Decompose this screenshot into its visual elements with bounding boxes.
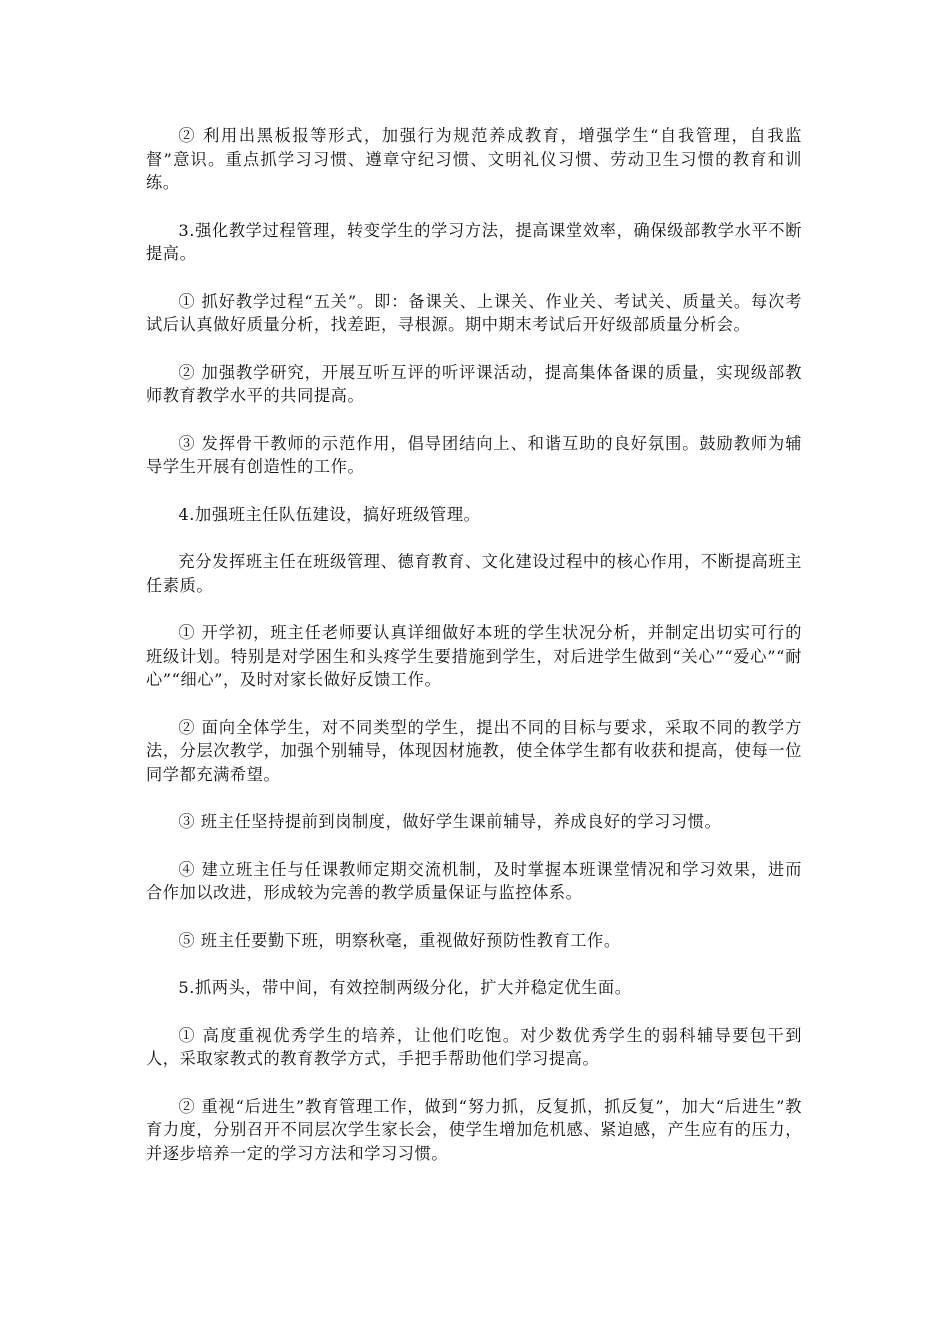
paragraph: ③ 班主任坚持提前到岗制度，做好学生课前辅导，养成良好的学习习惯。	[178, 812, 722, 831]
paragraph: ① 抓好教学过程“五关”。即：备课关、上课关、作业关、考试关、质量关。每次考试后认真做好质量分析，找差距，寻根源。期中期末考试后开好级部质量分析会。	[146, 291, 802, 334]
paragraph: ② 面向全体学生，对不同类型的学生，提出不同的目标与要求，采取不同的教学方法，分层次教学，加强个别辅导，体现因材施教，使全体学生都有收获和提高，使每一位同学都充满希望。	[146, 717, 802, 784]
section-heading: 5.抓两头，带中间，有效控制两级分化，扩大并稳定优生面。	[178, 978, 632, 997]
paragraph: ① 高度重视优秀学生的培养，让他们吃饱。对少数优秀学生的弱科辅导要包干到人，采取家教式的教育教学方式，手把手帮助他们学习提高。	[146, 1025, 802, 1068]
paragraph: ⑤ 班主任要勤下班，明察秋毫，重视做好预防性教育工作。	[178, 930, 621, 950]
paragraph: ② 利用出黑板报等形式，加强行为规范养成教育，增强学生“自我管理，自我监督”意识。重点抓学习习惯、遵章守纪习惯、文明礼仪习惯、劳动卫生习惯的教育和训练。	[146, 126, 802, 192]
paragraph: ③ 发挥骨干教师的示范作用，倡导团结向上、和谐互助的良好氛围。鼓励教师为辅导学生开展有创造性的工作。	[146, 433, 802, 476]
paragraph: ① 开学初，班主任老师要认真详细做好本班的学生状况分析，并制定出切实可行的班级计划。特别是对学困生和头疼学生要措施到学生，对后进学生做到“关心”“爱心”“耐心”“细心”，及时对家长做好反馈工作。	[146, 623, 802, 689]
document-body	[146, 124, 802, 1189]
paragraph: ② 加强教学研究，开展互听互评的听评课活动，提高集体备课的质量，实现级部教师教育教学水平的共同提高。	[146, 362, 802, 405]
paragraph: ② 重视“后进生”教育管理工作，做到“努力抓，反复抓，抓反复”，加大“后进生”教育力度，分别召开不同层次学生家长会，使学生增加危机感、紧迫感，产生应有的压力，并逐步培养一定的学习方法和学习习惯。	[146, 1096, 802, 1163]
paragraph: ④ 建立班主任与任课教师定期交流机制，及时掌握本班课堂情况和学习效果，进而合作加以改进，形成较为完善的教学质量保证与监控体系。	[146, 859, 802, 902]
section-heading: 4.加强班主任队伍建设，搞好班级管理。	[178, 504, 481, 524]
paragraph: 充分发挥班主任在班级管理、德育教育、文化建设过程中的核心作用，不断提高班主任素质。	[146, 552, 802, 595]
section-heading: 3.强化教学过程管理，转变学生的学习方法，提高课堂效率，确保级部教学水平不断提高。	[146, 220, 802, 263]
